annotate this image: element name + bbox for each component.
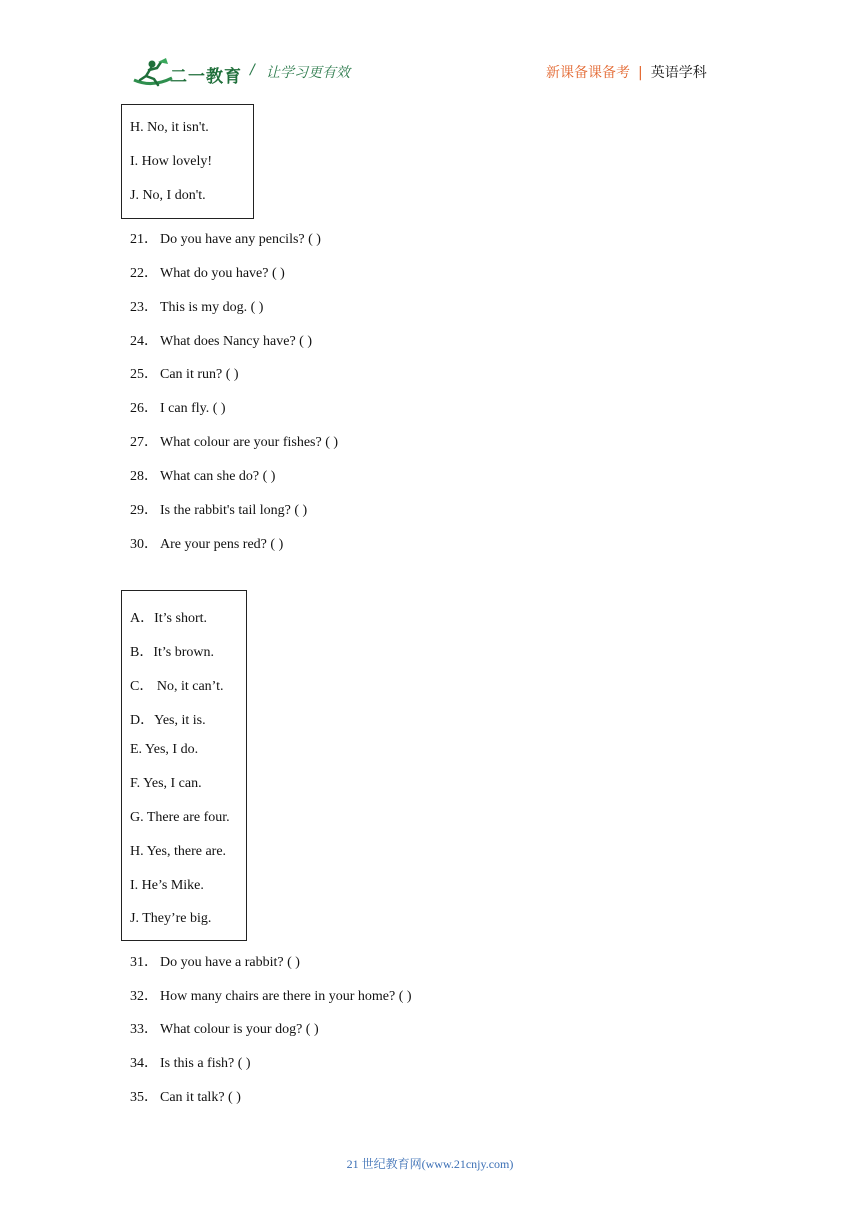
answer-option: H. No, it isn't. bbox=[130, 120, 209, 135]
question-number: 35． bbox=[130, 1090, 158, 1105]
question-text: I can fly. ( ) bbox=[160, 401, 226, 416]
question-item bbox=[130, 1052, 251, 1072]
question-text: Are your pens red? ( ) bbox=[160, 537, 284, 552]
header-separator: | bbox=[638, 65, 643, 81]
answer-box-1 bbox=[121, 104, 254, 219]
answer-option: I. How lovely! bbox=[130, 154, 213, 169]
answer-option: E. Yes, I do. bbox=[130, 742, 199, 757]
page-header bbox=[0, 0, 860, 100]
question-number: 26． bbox=[130, 401, 158, 416]
question-item bbox=[130, 397, 226, 417]
header-subject-label: 英语学科 bbox=[650, 65, 707, 81]
question-number: 23． bbox=[130, 300, 158, 315]
question-item bbox=[130, 296, 263, 316]
question-text: How many chairs are there in your home? ( ) bbox=[160, 989, 412, 1004]
header-course-label: 新课备课备考 bbox=[546, 65, 630, 81]
answer-option: A．It’s short. bbox=[130, 611, 207, 626]
question-number: 22． bbox=[130, 266, 158, 281]
question-item bbox=[130, 431, 338, 451]
question-text: Is the rabbit's tail long? ( ) bbox=[160, 503, 308, 518]
question-number: 30． bbox=[130, 537, 158, 552]
question-item bbox=[130, 985, 412, 1005]
question-text: What colour are your fishes? ( ) bbox=[160, 435, 339, 450]
question-item bbox=[130, 363, 239, 383]
question-number: 33． bbox=[130, 1022, 158, 1037]
question-number: 25． bbox=[130, 367, 158, 382]
question-number: 24． bbox=[130, 334, 158, 349]
question-item bbox=[130, 262, 285, 282]
question-text: Can it talk? ( ) bbox=[160, 1090, 241, 1105]
question-text: Is this a fish? ( ) bbox=[160, 1056, 251, 1071]
answer-option: J. No, I don't. bbox=[130, 188, 206, 203]
question-number: 31． bbox=[130, 955, 158, 970]
question-text: This is my dog. ( ) bbox=[160, 300, 264, 315]
question-text: Do you have any pencils? ( ) bbox=[160, 232, 321, 247]
question-item bbox=[130, 228, 321, 248]
question-item bbox=[130, 533, 283, 553]
answer-option: J. They’re big. bbox=[130, 911, 212, 926]
answer-option: D．Yes, it is. bbox=[130, 713, 206, 728]
question-number: 32． bbox=[130, 989, 158, 1004]
logo-text: 二一教育 bbox=[170, 67, 242, 87]
question-item bbox=[130, 1086, 241, 1106]
question-item bbox=[130, 330, 312, 350]
question-item bbox=[130, 951, 300, 971]
answer-option: G. There are four. bbox=[130, 810, 230, 825]
page-footer: 21 世纪教育网(www.21cnjy.com) bbox=[346, 1157, 514, 1171]
header-right bbox=[546, 62, 707, 82]
question-text: What can she do? ( ) bbox=[160, 469, 276, 484]
question-text: Can it run? ( ) bbox=[160, 367, 239, 382]
header-slash: / bbox=[250, 62, 255, 78]
question-text: What do you have? ( ) bbox=[160, 266, 285, 281]
answer-option: I. He’s Mike. bbox=[130, 878, 204, 893]
answer-option: F. Yes, I can. bbox=[130, 776, 202, 791]
question-item bbox=[130, 465, 275, 485]
question-text: What colour is your dog? ( ) bbox=[160, 1022, 319, 1037]
answer-option: C． No, it can’t. bbox=[130, 679, 224, 694]
question-number: 34． bbox=[130, 1056, 158, 1071]
question-number: 27． bbox=[130, 435, 158, 450]
answer-box-2 bbox=[121, 590, 247, 941]
answer-option: B．It’s brown. bbox=[130, 645, 214, 660]
question-text: What does Nancy have? ( ) bbox=[160, 334, 312, 349]
question-number: 28． bbox=[130, 469, 158, 484]
header-slogan: 让学习更有效 bbox=[266, 65, 350, 81]
question-text: Do you have a rabbit? ( ) bbox=[160, 955, 300, 970]
question-number: 29． bbox=[130, 503, 158, 518]
answer-option: H. Yes, there are. bbox=[130, 844, 227, 859]
question-number: 21． bbox=[130, 232, 158, 247]
question-item bbox=[130, 499, 307, 519]
question-item bbox=[130, 1018, 319, 1038]
